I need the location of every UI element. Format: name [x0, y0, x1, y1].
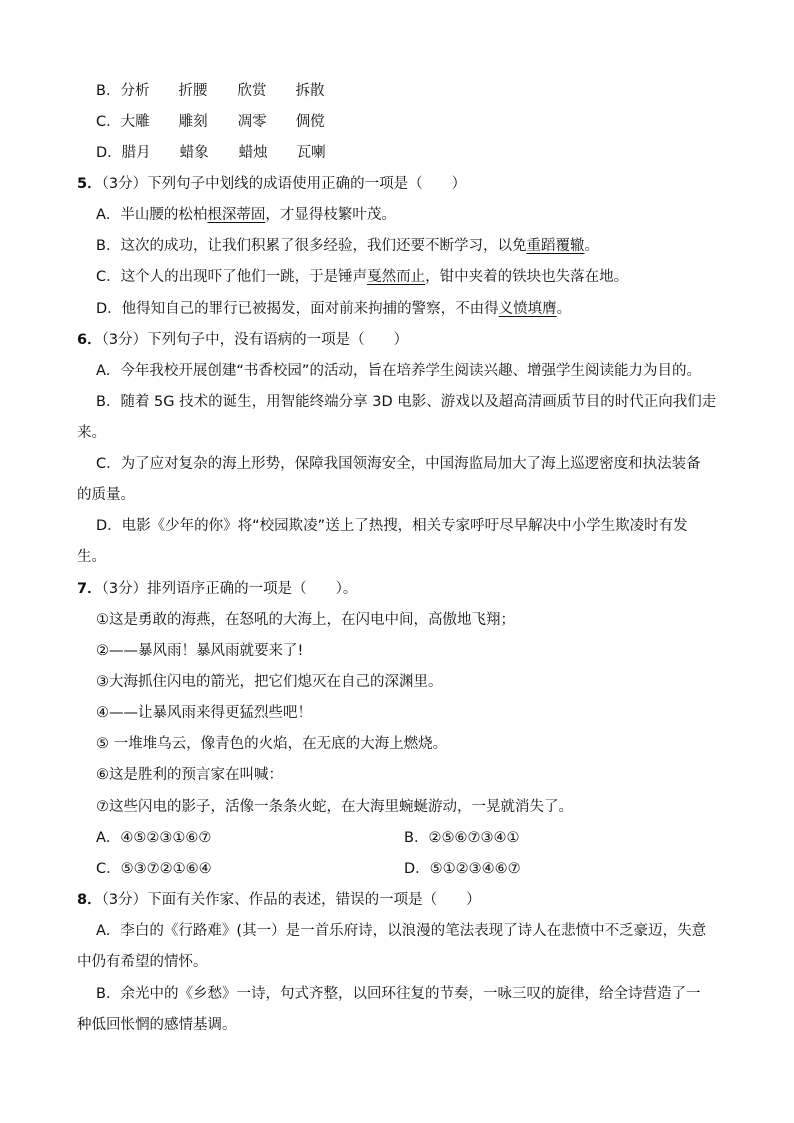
q8-option-b-line2: 种低回怅惘的感情基调。 [77, 1017, 237, 1033]
q4-option-d [96, 143, 326, 163]
q7-sentence-3: ③大海抓住闪电的箭光，把它们熄灭在自己的深渊里。 [96, 674, 443, 690]
option-text: 。 [584, 238, 599, 254]
q7-sentence-7: ⑦这些闪电的影子，活像一条条火蛇，在大海里蜿蜒游动，一晃就消失了。 [96, 799, 573, 815]
q6-option-b-line1: B．随着 5G 技术的诞生，用智能终端分享 3D 电影、游戏以及超高清画质节目的时代正向我们走 [96, 394, 717, 410]
option-word: 蜡烛 [238, 145, 268, 161]
option-text: C．这个人的出现吓了他们一跳，于是锤声 [96, 269, 368, 285]
option-word: 拆散 [295, 83, 325, 99]
option-label: B． [96, 83, 121, 99]
q6-option-a: A．今年我校开展创建“书香校园”的活动，旨在培养学生阅读兴趣、增强学生阅读能力为目的。 [96, 363, 701, 379]
question-number: 7． [77, 581, 102, 597]
option-word: 瓦喇 [296, 145, 326, 161]
q7-sentence-5: ⑤ 一堆堆乌云，像青色的火焰，在无底的大海上燃烧。 [96, 736, 448, 752]
option-word: 凋零 [237, 114, 267, 130]
underlined-idiom: 义愤填膺 [498, 301, 557, 317]
question-number: 6． [77, 332, 102, 348]
q6-option-d-line2: 生。 [77, 549, 106, 565]
q8-option-b-line1: B．余光中的《乡愁》一诗，句式齐整，以回环往复的节奏，一咏三叹的旋律，给全诗营造了一 [96, 986, 701, 1002]
q5-option-c [96, 267, 628, 287]
q6-option-c-line2: 的质量。 [77, 487, 135, 503]
q7-sentence-4: ④——让暴风雨来得更猛烈些吧！ [96, 705, 312, 721]
q7-option-a: A．④⑤②③①⑥⑦ [96, 830, 212, 846]
question-7-stem [77, 579, 357, 599]
option-word: 分析 [120, 83, 150, 99]
q7-option-b: B．②⑤⑥⑦③④① [404, 830, 520, 846]
q4-option-c [96, 112, 325, 132]
option-word: 腊月 [121, 145, 151, 161]
q4-option-b [96, 81, 324, 101]
q5-option-d [96, 299, 571, 319]
option-text: ，钳中夹着的铁块也失落在地。 [425, 269, 629, 285]
q7-option-d: D．⑤①②③④⑥⑦ [404, 861, 521, 877]
q7-option-c: C．⑤③⑦②①⑥④ [96, 861, 212, 877]
option-text: A．半山腰的松柏 [96, 207, 208, 223]
option-word: 倜傥 [295, 114, 325, 130]
q8-option-a-line1: A．李白的《行路难》(其一）是一首乐府诗，以浪漫的笔法表现了诗人在悲愤中不乏豪迈，失意 [96, 923, 707, 939]
question-text: （3分）下列句子中，没有语病的一项是（ ） [101, 332, 409, 348]
option-label: C． [96, 114, 121, 130]
option-word: 折腰 [178, 83, 208, 99]
q7-sentence-6: ⑥这是胜利的预言家在叫喊： [96, 767, 283, 783]
option-label: D． [96, 145, 122, 161]
q7-sentence-2: ②——暴风雨！暴风雨就要来了! [96, 643, 304, 659]
option-word: 欣赏 [237, 83, 267, 99]
underlined-idiom: 重蹈覆辙 [526, 238, 585, 254]
option-word: 蜡象 [179, 145, 209, 161]
question-text: （3分）下列句子中划线的成语使用正确的一项是（ ） [101, 176, 467, 192]
q6-option-b-line2: 来。 [77, 425, 106, 441]
q5-option-b [96, 236, 599, 256]
underlined-idiom: 戛然而止 [367, 269, 426, 285]
question-text: （3分）下面有关作家、作品的表述，错误的一项是（ ） [101, 892, 481, 908]
q6-option-c-line1: C．为了应对复杂的海上形势，保障我国领海安全，中国海监局加大了海上巡逻密度和执法装备 [96, 456, 701, 472]
underlined-idiom: 根深蒂固 [207, 207, 266, 223]
option-text: ，才显得枝繁叶茂。 [265, 207, 396, 223]
q6-option-d-line1: D．电影《少年的你》将“校园欺凌”送上了热搜，相关专家呼吁尽早解决中小学生欺凌时有发 [96, 518, 688, 534]
option-text: B．这次的成功，让我们积累了很多经验，我们还要不断学习，以免 [96, 238, 527, 254]
q5-option-a [96, 205, 396, 225]
question-6-stem [77, 330, 408, 350]
question-text: （3分）排列语序正确的一项是（ ）。 [101, 581, 358, 597]
question-5-stem [77, 174, 466, 194]
option-word: 雕刻 [178, 114, 208, 130]
q7-sentence-1: ①这是勇敢的海燕，在怒吼的大海上，在闪电中间，高傲地飞翔； [96, 612, 515, 628]
question-number: 8． [77, 892, 102, 908]
option-text: 。 [556, 301, 572, 317]
option-word: 大雕 [120, 114, 150, 130]
question-8-stem [77, 890, 481, 910]
question-number: 5． [77, 176, 102, 192]
q8-option-a-line2: 中仍有希望的情怀。 [77, 954, 208, 970]
option-text: D．他得知自己的罪行已被揭发，面对前来拘捕的警察，不由得 [96, 301, 499, 317]
